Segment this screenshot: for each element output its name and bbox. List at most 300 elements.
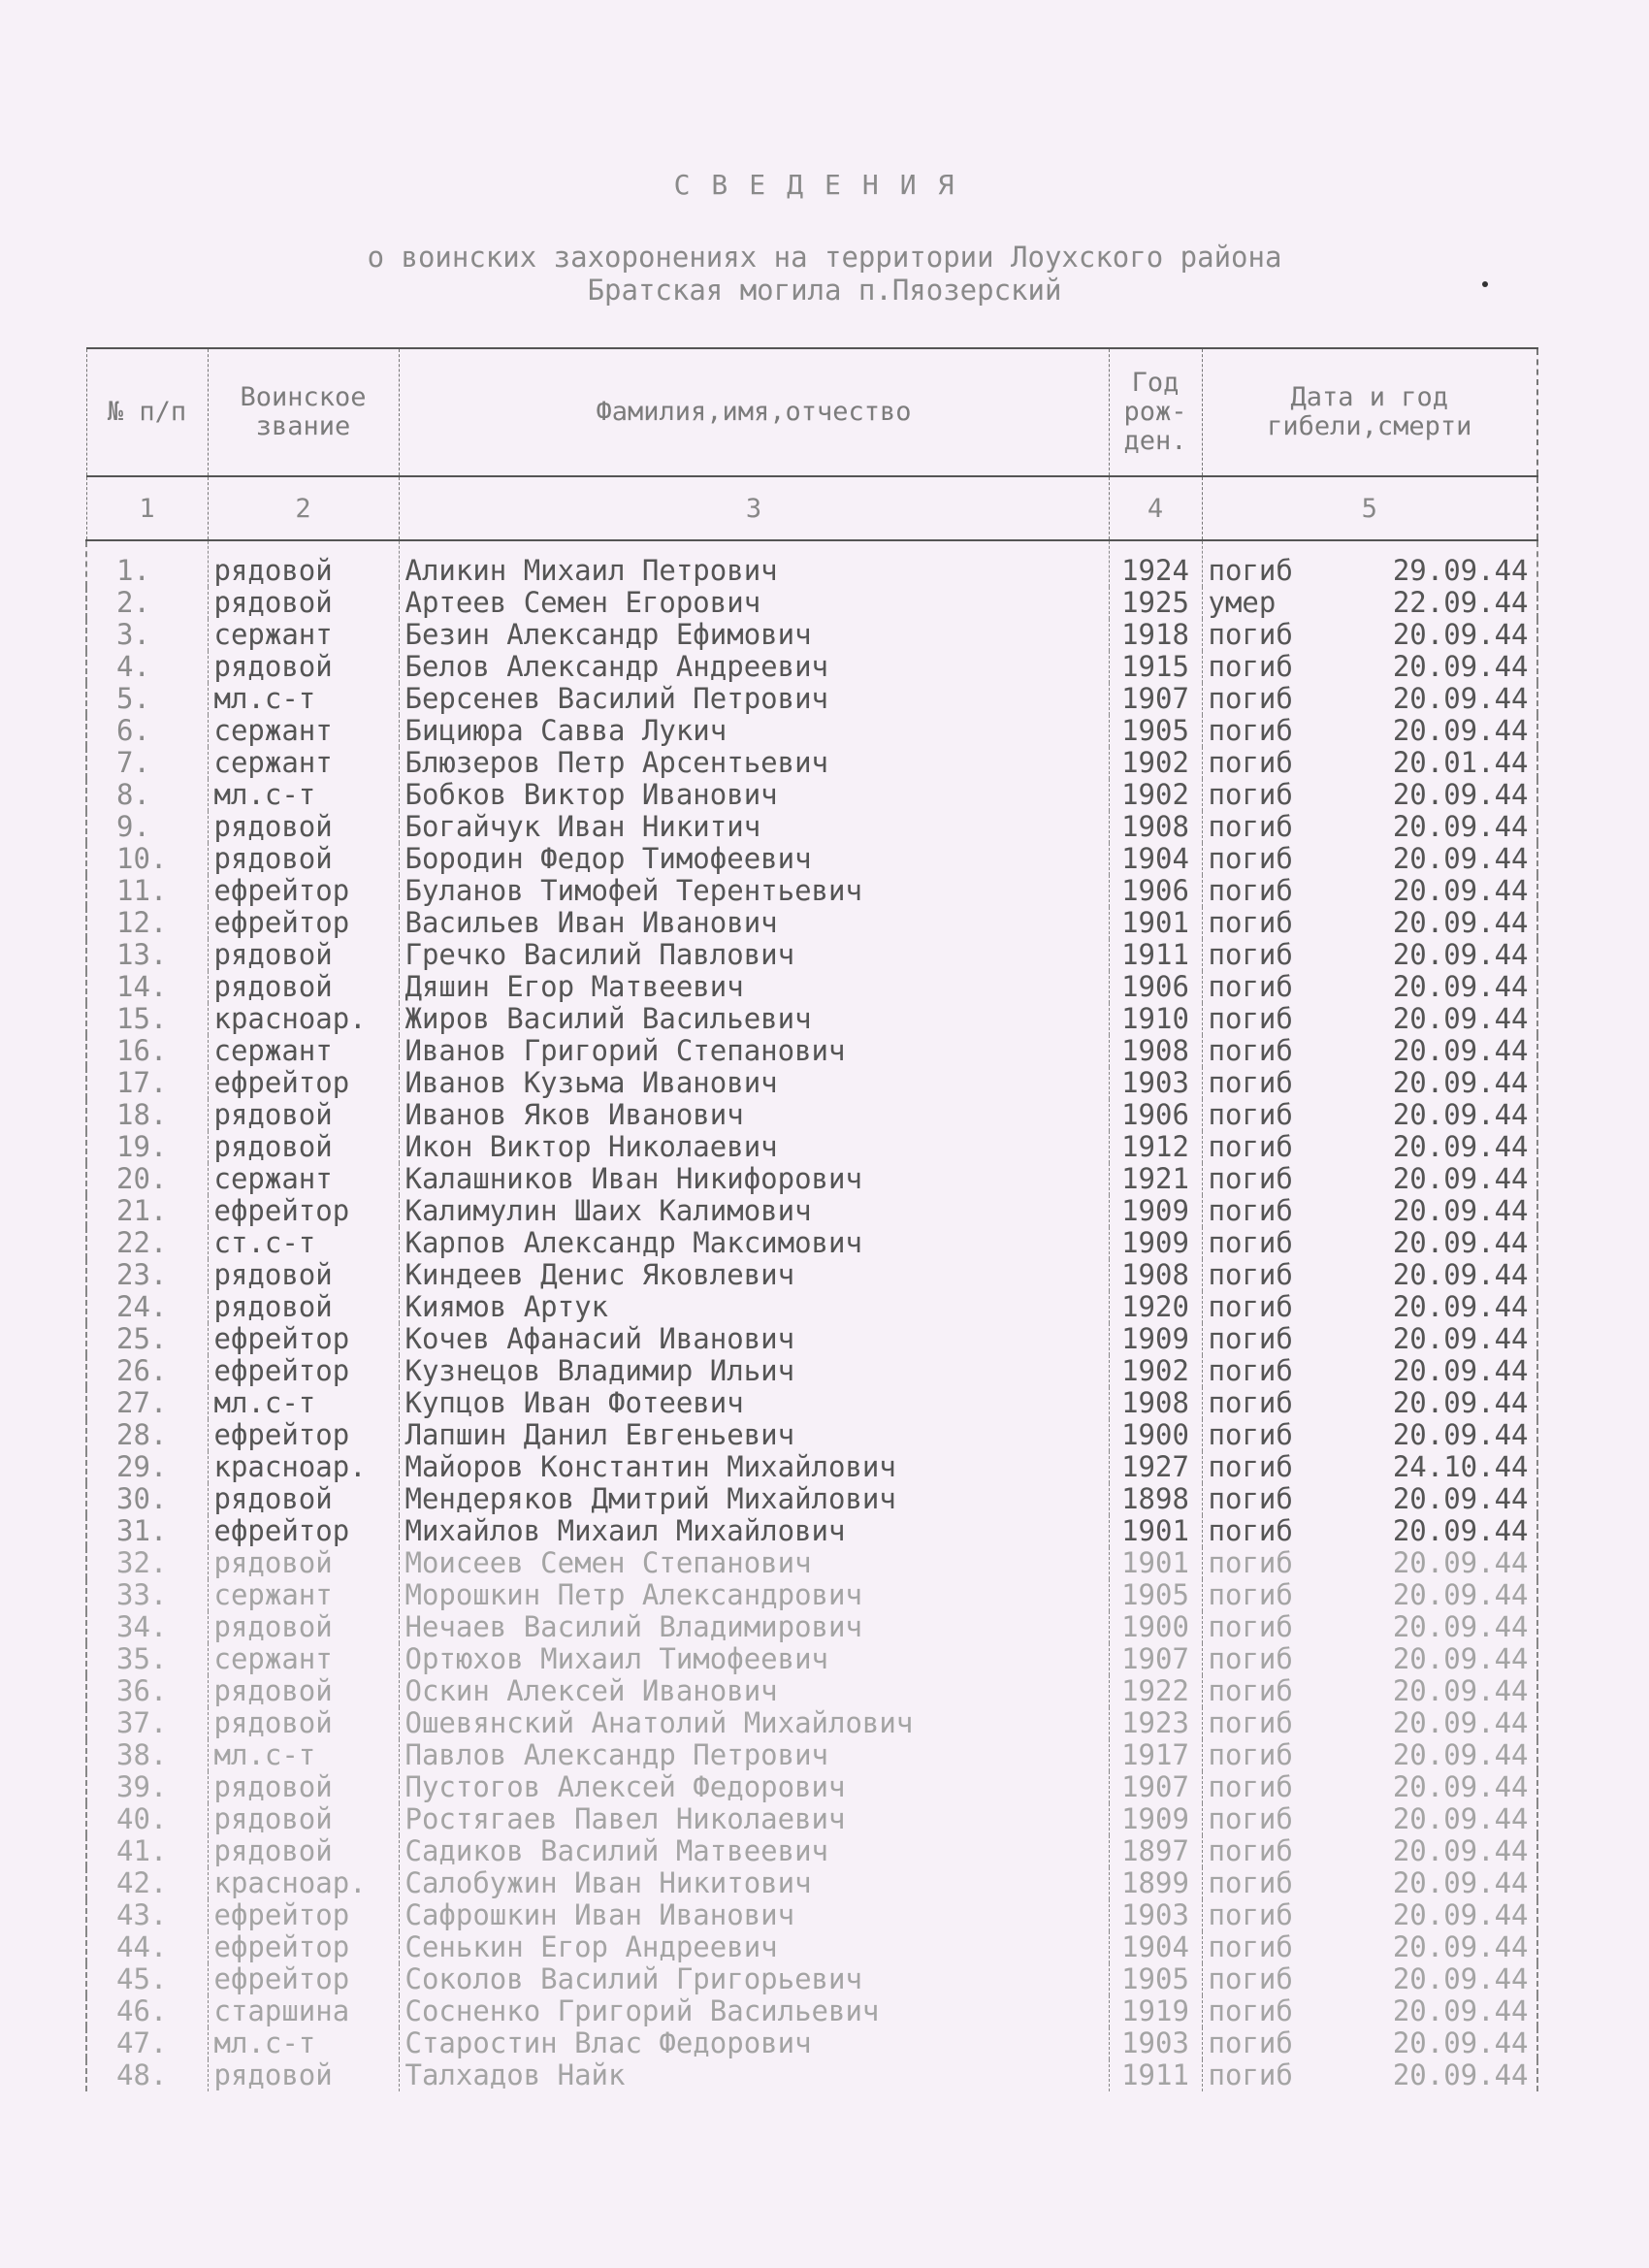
row-death-info	[1202, 1067, 1537, 1099]
row-number: 17.	[86, 1067, 208, 1099]
row-death-date: 20.09.44	[1392, 1611, 1529, 1643]
row-death-date: 20.09.44	[1392, 1899, 1529, 1931]
row-death-info	[1202, 1867, 1537, 1899]
row-death-date: 20.09.44	[1392, 1067, 1529, 1099]
row-full-name: Берсенев Василий Петрович	[399, 683, 1109, 715]
row-rank: ефрейтор	[208, 1067, 399, 1099]
table-row	[86, 1611, 1537, 1643]
row-death-info	[1202, 540, 1537, 587]
table-row	[86, 939, 1537, 971]
table-row	[86, 843, 1537, 875]
row-death-date: 20.09.44	[1392, 651, 1529, 683]
row-death-info	[1202, 875, 1537, 907]
row-rank: сержант	[208, 747, 399, 779]
row-number: 26.	[86, 1355, 208, 1387]
row-number: 27.	[86, 1387, 208, 1419]
row-birth-year: 1909	[1109, 1323, 1202, 1355]
row-death-info	[1202, 1707, 1537, 1739]
row-birth-year: 1901	[1109, 1515, 1202, 1547]
row-birth-year: 1902	[1109, 779, 1202, 811]
row-death-info	[1202, 1643, 1537, 1675]
row-birth-year: 1907	[1109, 1643, 1202, 1675]
row-full-name: Буланов Тимофей Терентьевич	[399, 875, 1109, 907]
column-number-row	[86, 476, 1537, 540]
row-rank: красноар.	[208, 1451, 399, 1483]
table-row	[86, 1035, 1537, 1067]
row-death-date: 20.09.44	[1392, 1931, 1529, 1963]
row-birth-year: 1901	[1109, 907, 1202, 939]
row-status: погиб	[1208, 907, 1293, 939]
row-death-info	[1202, 1099, 1537, 1131]
row-birth-year: 1912	[1109, 1131, 1202, 1163]
row-status: погиб	[1208, 1963, 1293, 1995]
row-status: погиб	[1208, 939, 1293, 971]
row-number: 1.	[86, 540, 208, 587]
row-death-info	[1202, 1771, 1537, 1803]
row-death-date: 20.09.44	[1392, 939, 1529, 971]
table-row	[86, 1227, 1537, 1259]
row-death-info	[1202, 1899, 1537, 1931]
row-birth-year: 1917	[1109, 1739, 1202, 1771]
row-death-date: 22.09.44	[1392, 587, 1529, 619]
row-number: 19.	[86, 1131, 208, 1163]
row-birth-year: 1911	[1109, 939, 1202, 971]
row-rank: сержант	[208, 619, 399, 651]
row-status: погиб	[1208, 1323, 1293, 1355]
row-rank: сержант	[208, 1643, 399, 1675]
row-birth-year: 1908	[1109, 811, 1202, 843]
header-birth-year: Год рож- ден.	[1109, 348, 1202, 476]
row-death-date: 20.09.44	[1392, 1227, 1529, 1259]
row-rank: рядовой	[208, 540, 399, 587]
row-full-name: Икон Виктор Николаевич	[399, 1131, 1109, 1163]
row-death-date: 20.09.44	[1392, 1099, 1529, 1131]
table-row	[86, 587, 1537, 619]
row-death-info	[1202, 1355, 1537, 1387]
table-body	[86, 540, 1537, 2091]
row-status: погиб	[1208, 1579, 1293, 1611]
table-row	[86, 875, 1537, 907]
row-number: 42.	[86, 1867, 208, 1899]
row-birth-year: 1898	[1109, 1483, 1202, 1515]
row-death-info	[1202, 1995, 1537, 2027]
row-full-name: Сафрошкин Иван Иванович	[399, 1899, 1109, 1931]
row-full-name: Кочев Афанасий Иванович	[399, 1323, 1109, 1355]
row-death-info	[1202, 1451, 1537, 1483]
table-row	[86, 1995, 1537, 2027]
row-full-name: Нечаев Василий Владимирович	[399, 1611, 1109, 1643]
row-status: погиб	[1208, 1771, 1293, 1803]
header-full-name: Фамилия,имя,отчество	[399, 348, 1109, 476]
row-birth-year: 1908	[1109, 1259, 1202, 1291]
row-birth-year: 1905	[1109, 715, 1202, 747]
row-birth-year: 1901	[1109, 1547, 1202, 1579]
row-death-date: 20.09.44	[1392, 1675, 1529, 1707]
row-death-date: 20.09.44	[1392, 1579, 1529, 1611]
row-death-info	[1202, 1579, 1537, 1611]
row-status: погиб	[1208, 1899, 1293, 1931]
row-number: 30.	[86, 1483, 208, 1515]
row-birth-year: 1908	[1109, 1387, 1202, 1419]
row-status: погиб	[1208, 1419, 1293, 1451]
row-birth-year: 1927	[1109, 1451, 1202, 1483]
header-number: № п/п	[86, 348, 208, 476]
table-row	[86, 1451, 1537, 1483]
row-rank: мл.с-т	[208, 1739, 399, 1771]
row-death-info	[1202, 1803, 1537, 1835]
table-row	[86, 1099, 1537, 1131]
row-birth-year: 1925	[1109, 587, 1202, 619]
row-death-info	[1202, 1131, 1537, 1163]
row-full-name: Моисеев Семен Степанович	[399, 1547, 1109, 1579]
document-subtitle: о воинских захоронениях на территории Лоухского района	[367, 241, 1282, 274]
row-status: погиб	[1208, 1163, 1293, 1195]
row-rank: сержант	[208, 1035, 399, 1067]
table-row	[86, 2027, 1537, 2059]
row-birth-year: 1903	[1109, 1067, 1202, 1099]
header-death-date: Дата и год гибели,смерти	[1202, 348, 1537, 476]
table-row	[86, 811, 1537, 843]
row-full-name: Киямов Артук	[399, 1291, 1109, 1323]
row-full-name: Безин Александр Ефимович	[399, 619, 1109, 651]
row-birth-year: 1906	[1109, 971, 1202, 1003]
row-birth-year: 1902	[1109, 1355, 1202, 1387]
table-row	[86, 1739, 1537, 1771]
row-full-name: Иванов Григорий Степанович	[399, 1035, 1109, 1067]
row-number: 3.	[86, 619, 208, 651]
row-death-info	[1202, 683, 1537, 715]
row-death-info	[1202, 1003, 1537, 1035]
row-number: 32.	[86, 1547, 208, 1579]
row-death-date: 20.09.44	[1392, 875, 1529, 907]
table-row	[86, 683, 1537, 715]
row-rank: ефрейтор	[208, 1195, 399, 1227]
row-full-name: Старостин Влас Федорович	[399, 2027, 1109, 2059]
row-death-info	[1202, 747, 1537, 779]
row-status: погиб	[1208, 1291, 1293, 1323]
row-rank: рядовой	[208, 843, 399, 875]
row-full-name: Бобков Виктор Иванович	[399, 779, 1109, 811]
row-status: погиб	[1208, 1707, 1293, 1739]
row-birth-year: 1905	[1109, 1579, 1202, 1611]
row-number: 8.	[86, 779, 208, 811]
table-row	[86, 1771, 1537, 1803]
row-death-date: 20.09.44	[1392, 1995, 1529, 2027]
row-birth-year: 1903	[1109, 1899, 1202, 1931]
table-row	[86, 1515, 1537, 1547]
row-death-date: 20.09.44	[1392, 1195, 1529, 1227]
row-full-name: Белов Александр Андреевич	[399, 651, 1109, 683]
row-death-info	[1202, 619, 1537, 651]
table-row	[86, 1867, 1537, 1899]
row-full-name: Лапшин Данил Евгеньевич	[399, 1419, 1109, 1451]
table-row	[86, 1483, 1537, 1515]
table-row	[86, 1675, 1537, 1707]
ink-dot	[1482, 281, 1488, 287]
burial-site-name: Братская могила п.Пяозерский	[587, 274, 1062, 307]
row-full-name: Бициюра Савва Лукич	[399, 715, 1109, 747]
row-birth-year: 1907	[1109, 683, 1202, 715]
row-death-info	[1202, 1163, 1537, 1195]
row-status: погиб	[1208, 1451, 1293, 1483]
row-number: 47.	[86, 2027, 208, 2059]
row-number: 23.	[86, 1259, 208, 1291]
row-death-info	[1202, 1195, 1537, 1227]
table-row	[86, 619, 1537, 651]
row-rank: ефрейтор	[208, 1963, 399, 1995]
row-status: погиб	[1208, 811, 1293, 843]
row-number: 20.	[86, 1163, 208, 1195]
row-death-info	[1202, 939, 1537, 971]
row-rank: ефрейтор	[208, 1355, 399, 1387]
row-death-info	[1202, 1323, 1537, 1355]
row-death-date: 20.09.44	[1392, 907, 1529, 939]
table-row	[86, 651, 1537, 683]
row-full-name: Кузнецов Владимир Ильич	[399, 1355, 1109, 1387]
row-death-date: 20.09.44	[1392, 683, 1529, 715]
row-number: 34.	[86, 1611, 208, 1643]
row-death-info	[1202, 1291, 1537, 1323]
row-rank: сержант	[208, 1579, 399, 1611]
row-birth-year: 1900	[1109, 1419, 1202, 1451]
row-full-name: Карпов Александр Максимович	[399, 1227, 1109, 1259]
row-full-name: Садиков Василий Матвеевич	[399, 1835, 1109, 1867]
row-full-name: Калашников Иван Никифорович	[399, 1163, 1109, 1195]
row-death-date: 20.09.44	[1392, 715, 1529, 747]
row-status: погиб	[1208, 1803, 1293, 1835]
row-death-info	[1202, 907, 1537, 939]
row-status: погиб	[1208, 1227, 1293, 1259]
row-rank: ефрейтор	[208, 1515, 399, 1547]
row-full-name: Васильев Иван Иванович	[399, 907, 1109, 939]
row-number: 36.	[86, 1675, 208, 1707]
table-header-row	[86, 348, 1537, 476]
row-rank: ефрейтор	[208, 875, 399, 907]
row-rank: красноар.	[208, 1003, 399, 1035]
row-rank: ефрейтор	[208, 1899, 399, 1931]
row-rank: рядовой	[208, 1099, 399, 1131]
row-birth-year: 1902	[1109, 747, 1202, 779]
row-status: погиб	[1208, 747, 1293, 779]
row-death-info	[1202, 971, 1537, 1003]
row-death-date: 20.09.44	[1392, 1739, 1529, 1771]
row-rank: рядовой	[208, 1259, 399, 1291]
row-rank: рядовой	[208, 1291, 399, 1323]
row-death-date: 20.09.44	[1392, 1163, 1529, 1195]
row-number: 35.	[86, 1643, 208, 1675]
row-birth-year: 1899	[1109, 1867, 1202, 1899]
row-death-date: 29.09.44	[1392, 554, 1529, 587]
row-number: 41.	[86, 1835, 208, 1867]
row-full-name: Аликин Михаил Петрович	[399, 540, 1109, 587]
row-status: умер	[1208, 587, 1277, 619]
row-death-date: 20.09.44	[1392, 1771, 1529, 1803]
row-birth-year: 1924	[1109, 540, 1202, 587]
table-row	[86, 2059, 1537, 2091]
row-rank: рядовой	[208, 1771, 399, 1803]
row-death-date: 20.09.44	[1392, 1003, 1529, 1035]
table-row	[86, 747, 1537, 779]
row-rank: рядовой	[208, 971, 399, 1003]
row-birth-year: 1919	[1109, 1995, 1202, 2027]
row-number: 38.	[86, 1739, 208, 1771]
row-death-date: 20.09.44	[1392, 843, 1529, 875]
row-death-date: 20.09.44	[1392, 1803, 1529, 1835]
row-death-info	[1202, 651, 1537, 683]
table-row	[86, 1067, 1537, 1099]
row-rank: мл.с-т	[208, 2027, 399, 2059]
row-death-date: 24.10.44	[1392, 1451, 1529, 1483]
table-row	[86, 971, 1537, 1003]
row-number: 25.	[86, 1323, 208, 1355]
row-status: погиб	[1208, 1131, 1293, 1163]
row-death-date: 20.09.44	[1392, 779, 1529, 811]
row-birth-year: 1904	[1109, 1931, 1202, 1963]
row-full-name: Майоров Константин Михайлович	[399, 1451, 1109, 1483]
row-rank: рядовой	[208, 1675, 399, 1707]
row-birth-year: 1922	[1109, 1675, 1202, 1707]
table-row	[86, 1547, 1537, 1579]
row-birth-year: 1909	[1109, 1195, 1202, 1227]
row-death-date: 20.09.44	[1392, 1515, 1529, 1547]
row-number: 4.	[86, 651, 208, 683]
row-rank: рядовой	[208, 1803, 399, 1835]
row-full-name: Иванов Кузьма Иванович	[399, 1067, 1109, 1099]
row-number: 28.	[86, 1419, 208, 1451]
row-death-info	[1202, 1835, 1537, 1867]
row-rank: ефрейтор	[208, 1931, 399, 1963]
row-status: погиб	[1208, 1515, 1293, 1547]
row-death-info	[1202, 1515, 1537, 1547]
row-full-name: Бородин Федор Тимофеевич	[399, 843, 1109, 875]
row-death-date: 20.09.44	[1392, 1835, 1529, 1867]
row-status: погиб	[1208, 1675, 1293, 1707]
row-death-date: 20.09.44	[1392, 1387, 1529, 1419]
table-row	[86, 1803, 1537, 1835]
document-title: СВЕДЕНИЯ	[673, 169, 976, 201]
row-number: 2.	[86, 587, 208, 619]
row-status: погиб	[1208, 1259, 1293, 1291]
row-status: погиб	[1208, 1355, 1293, 1387]
row-rank: сержант	[208, 1163, 399, 1195]
row-full-name: Сосненко Григорий Васильевич	[399, 1995, 1109, 2027]
row-number: 16.	[86, 1035, 208, 1067]
column-number: 3	[399, 476, 1109, 540]
column-number: 2	[208, 476, 399, 540]
row-death-date: 20.09.44	[1392, 1419, 1529, 1451]
row-number: 22.	[86, 1227, 208, 1259]
row-death-info	[1202, 587, 1537, 619]
row-full-name: Сенькин Егор Андреевич	[399, 1931, 1109, 1963]
row-number: 43.	[86, 1899, 208, 1931]
row-full-name: Калимулин Шаих Калимович	[399, 1195, 1109, 1227]
column-number: 1	[86, 476, 208, 540]
row-number: 44.	[86, 1931, 208, 1963]
row-rank: ефрейтор	[208, 1323, 399, 1355]
table-row	[86, 1835, 1537, 1867]
row-full-name: Дяшин Егор Матвеевич	[399, 971, 1109, 1003]
row-status: погиб	[1208, 554, 1293, 587]
row-full-name: Купцов Иван Фотеевич	[399, 1387, 1109, 1419]
row-death-date: 20.09.44	[1392, 1355, 1529, 1387]
row-full-name: Салобужин Иван Никитович	[399, 1867, 1109, 1899]
row-death-date: 20.09.44	[1392, 1323, 1529, 1355]
row-number: 15.	[86, 1003, 208, 1035]
table-row	[86, 1195, 1537, 1227]
row-number: 10.	[86, 843, 208, 875]
row-full-name: Богайчук Иван Никитич	[399, 811, 1109, 843]
row-full-name: Павлов Александр Петрович	[399, 1739, 1109, 1771]
row-birth-year: 1897	[1109, 1835, 1202, 1867]
row-status: погиб	[1208, 1611, 1293, 1643]
row-number: 39.	[86, 1771, 208, 1803]
row-birth-year: 1911	[1109, 2059, 1202, 2091]
row-number: 5.	[86, 683, 208, 715]
row-status: погиб	[1208, 1995, 1293, 2027]
row-number: 37.	[86, 1707, 208, 1739]
row-death-info	[1202, 1419, 1537, 1451]
row-number: 40.	[86, 1803, 208, 1835]
row-status: погиб	[1208, 2027, 1293, 2059]
column-number: 4	[1109, 476, 1202, 540]
row-death-info	[1202, 1931, 1537, 1963]
row-rank: ст.с-т	[208, 1227, 399, 1259]
row-full-name: Жиров Василий Васильевич	[399, 1003, 1109, 1035]
row-rank: рядовой	[208, 811, 399, 843]
table-row	[86, 1643, 1537, 1675]
row-status: погиб	[1208, 2059, 1293, 2091]
row-death-info	[1202, 811, 1537, 843]
row-birth-year: 1910	[1109, 1003, 1202, 1035]
row-death-info	[1202, 2027, 1537, 2059]
row-death-date: 20.09.44	[1392, 1259, 1529, 1291]
row-death-info	[1202, 843, 1537, 875]
row-status: погиб	[1208, 1931, 1293, 1963]
row-status: погиб	[1208, 843, 1293, 875]
row-full-name: Пустогов Алексей Федорович	[399, 1771, 1109, 1803]
row-number: 13.	[86, 939, 208, 971]
row-death-date: 20.09.44	[1392, 1707, 1529, 1739]
row-death-date: 20.09.44	[1392, 1291, 1529, 1323]
table-row	[86, 779, 1537, 811]
row-number: 14.	[86, 971, 208, 1003]
row-death-date: 20.09.44	[1392, 1131, 1529, 1163]
row-status: погиб	[1208, 1099, 1293, 1131]
row-status: погиб	[1208, 1547, 1293, 1579]
row-death-date: 20.09.44	[1392, 619, 1529, 651]
row-death-date: 20.09.44	[1392, 1547, 1529, 1579]
row-number: 24.	[86, 1291, 208, 1323]
row-rank: мл.с-т	[208, 683, 399, 715]
row-rank: ефрейтор	[208, 1419, 399, 1451]
row-rank: старшина	[208, 1995, 399, 2027]
row-rank: мл.с-т	[208, 1387, 399, 1419]
row-status: погиб	[1208, 1067, 1293, 1099]
table-row	[86, 1579, 1537, 1611]
table-row	[86, 1387, 1537, 1419]
row-birth-year: 1918	[1109, 619, 1202, 651]
row-death-date: 20.09.44	[1392, 971, 1529, 1003]
row-death-info	[1202, 1963, 1537, 1995]
row-birth-year: 1921	[1109, 1163, 1202, 1195]
row-full-name: Артеев Семен Егорович	[399, 587, 1109, 619]
row-number: 45.	[86, 1963, 208, 1995]
row-status: погиб	[1208, 1003, 1293, 1035]
table-row	[86, 1963, 1537, 1995]
row-status: погиб	[1208, 1835, 1293, 1867]
row-status: погиб	[1208, 1387, 1293, 1419]
row-death-info	[1202, 2059, 1537, 2091]
